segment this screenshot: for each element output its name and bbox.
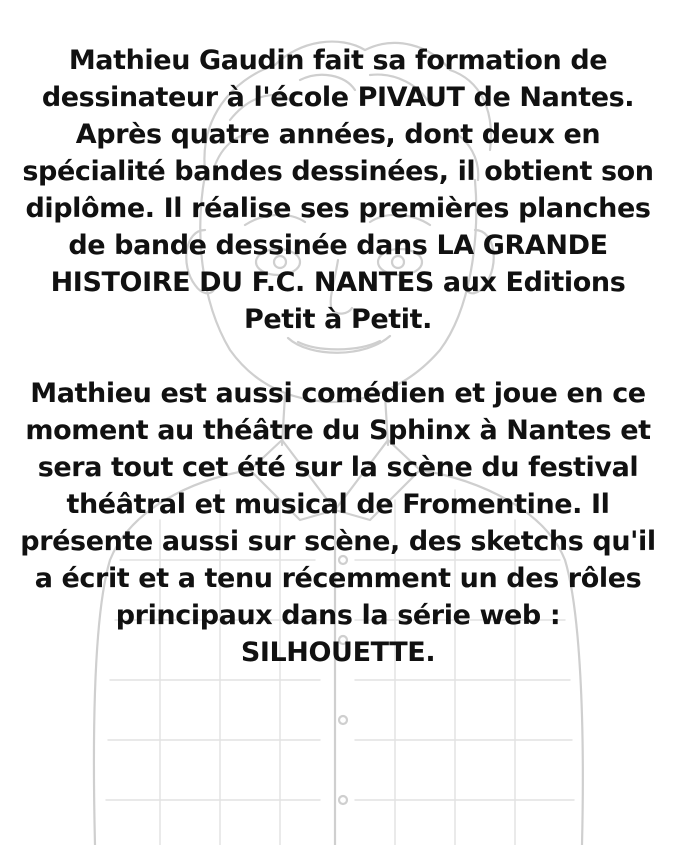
bio-paragraph-training: Mathieu Gaudin fait sa formation de dessinateur à l'école PIVAUT de Nantes. Après quatre années, dont deux en spécialité bandes dessinées, il obtient son diplôme. Il réalise ses premières planches de bande dessinée dans LA GRANDE HISTOIRE DU F.C. NANTES aux Editions Petit à Petit. (22, 45, 654, 335)
bio-text (20, 42, 656, 671)
bio-paragraph-acting: Mathieu est aussi comédien et joue en ce moment au théâtre du Sphinx à Nantes et sera tout cet été sur la scène du festival théâtral et musical de Fromentine. Il présente aussi sur scène, des sketchs qu'il a écrit et a tenu récemment un des rôles principaux dans la série web : SILHOUETTE. (20, 378, 656, 668)
